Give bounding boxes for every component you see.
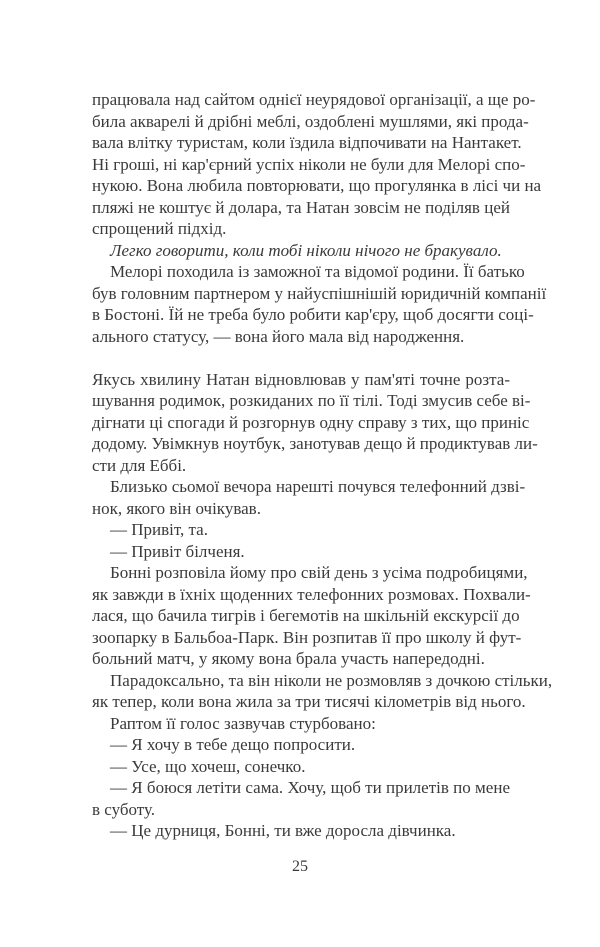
- text-line: був головним партнером у найуспішнішій юридичній компанії: [92, 283, 547, 303]
- paragraph: [92, 734, 510, 756]
- paragraph: [92, 756, 510, 778]
- text-line: Мелорі походила із заможної та відомої родини. Її батько: [110, 262, 525, 281]
- paragraph: [92, 777, 510, 820]
- text-line: нок, якого він очікував.: [92, 498, 261, 518]
- text-line: в Бостоні. Їй не треба було робити кар'єру, щоб досягти соці-: [92, 305, 534, 324]
- text-line: працювала над сайтом однієї неурядової організації, а ще ро-: [92, 90, 536, 109]
- text-line: ального статусу, — вона його мала від народження.: [92, 326, 465, 346]
- text-line: додому. Увімкнув ноутбук, занотував дещо й продиктував ли-: [92, 434, 538, 453]
- text-line: шування родимок, розкиданих по її тілі. Тоді змусив себе ві-: [92, 391, 531, 410]
- paragraph: [92, 261, 547, 347]
- text-line: — Усе, що хочеш, сонечко.: [110, 756, 306, 776]
- text-line: — Я боюся летіти сама. Хочу, щоб ти прилетів по мене: [110, 778, 510, 797]
- paragraph: [92, 519, 510, 541]
- paragraph: [92, 713, 510, 735]
- text-line: больний матч, у якому вона брала участь напередодні.: [92, 649, 485, 668]
- text-line: Парадоксально, та він ніколи не розмовляв з дочкою стільки,: [110, 670, 553, 690]
- text-line: в суботу.: [92, 799, 156, 819]
- text-line: — Це дурниця, Бонні, ти вже доросла дівчинка.: [110, 821, 456, 840]
- page-number: 25: [292, 858, 308, 875]
- paragraph: [92, 476, 526, 519]
- paragraph: [92, 820, 510, 842]
- paragraph: [92, 369, 538, 477]
- text-line: Якусь хвилину Натан відновлював у пам'яті точне розта-: [92, 369, 510, 389]
- text-line: спрощений підхід.: [92, 219, 227, 238]
- paragraph: [92, 670, 553, 713]
- text-line: — Привіт, та.: [110, 520, 208, 539]
- text-line: нукою. Вона любила повторювати, що прогулянка в лісі чи на: [92, 176, 542, 195]
- text-line: Ні гроші, ні кар'єрний успіх ніколи не були для Мелорі спо-: [92, 154, 526, 174]
- text-line: била акварелі й дрібні меблі, оздоблені мушлями, які прода-: [92, 111, 529, 131]
- section-break: [92, 347, 510, 369]
- paragraph: [92, 89, 542, 240]
- text-line: як тепер, коли вона жила за три тисячі кілометрів від нього.: [92, 692, 526, 711]
- text-line: пляжі не коштує й долара, та Натан зовсім не поділяв цей: [92, 197, 510, 217]
- paragraph: [92, 541, 510, 563]
- text-line: Раптом її голос зазвучав стурбовано:: [110, 713, 376, 733]
- text-line: Бонні розповіла йому про свій день з усіма подробицями,: [110, 563, 528, 582]
- text-line: лася, що бачила тигрів і бегемотів на шкільній екскурсії до: [92, 606, 520, 625]
- text-line: Легко говорити, коли тобі ніколи нічого не бракувало.: [110, 240, 502, 260]
- text-line: зоопарку в Бальбоа-Парк. Він розпитав її про школу й фут-: [92, 627, 522, 647]
- paragraph: [92, 240, 510, 262]
- text-line: як завжди в їхніх щоденних телефонних розмовах. Похвали-: [92, 584, 531, 604]
- text-line: — Я хочу в тебе дещо попросити.: [110, 735, 356, 754]
- text-line: дігнати ці спогади й розгорнув одну справу з тих, що приніс: [92, 412, 530, 432]
- text-line: вала влітку туристам, коли їздила відпочивати на Нантакет.: [92, 133, 522, 152]
- body-text: [92, 89, 553, 842]
- text-line: сти для Еббі.: [92, 455, 187, 475]
- text-line: — Привіт білченя.: [110, 541, 245, 561]
- paragraph: [92, 562, 531, 670]
- text-line: Близько сьомої вечора нарешті почувся телефонний дзві-: [110, 477, 526, 496]
